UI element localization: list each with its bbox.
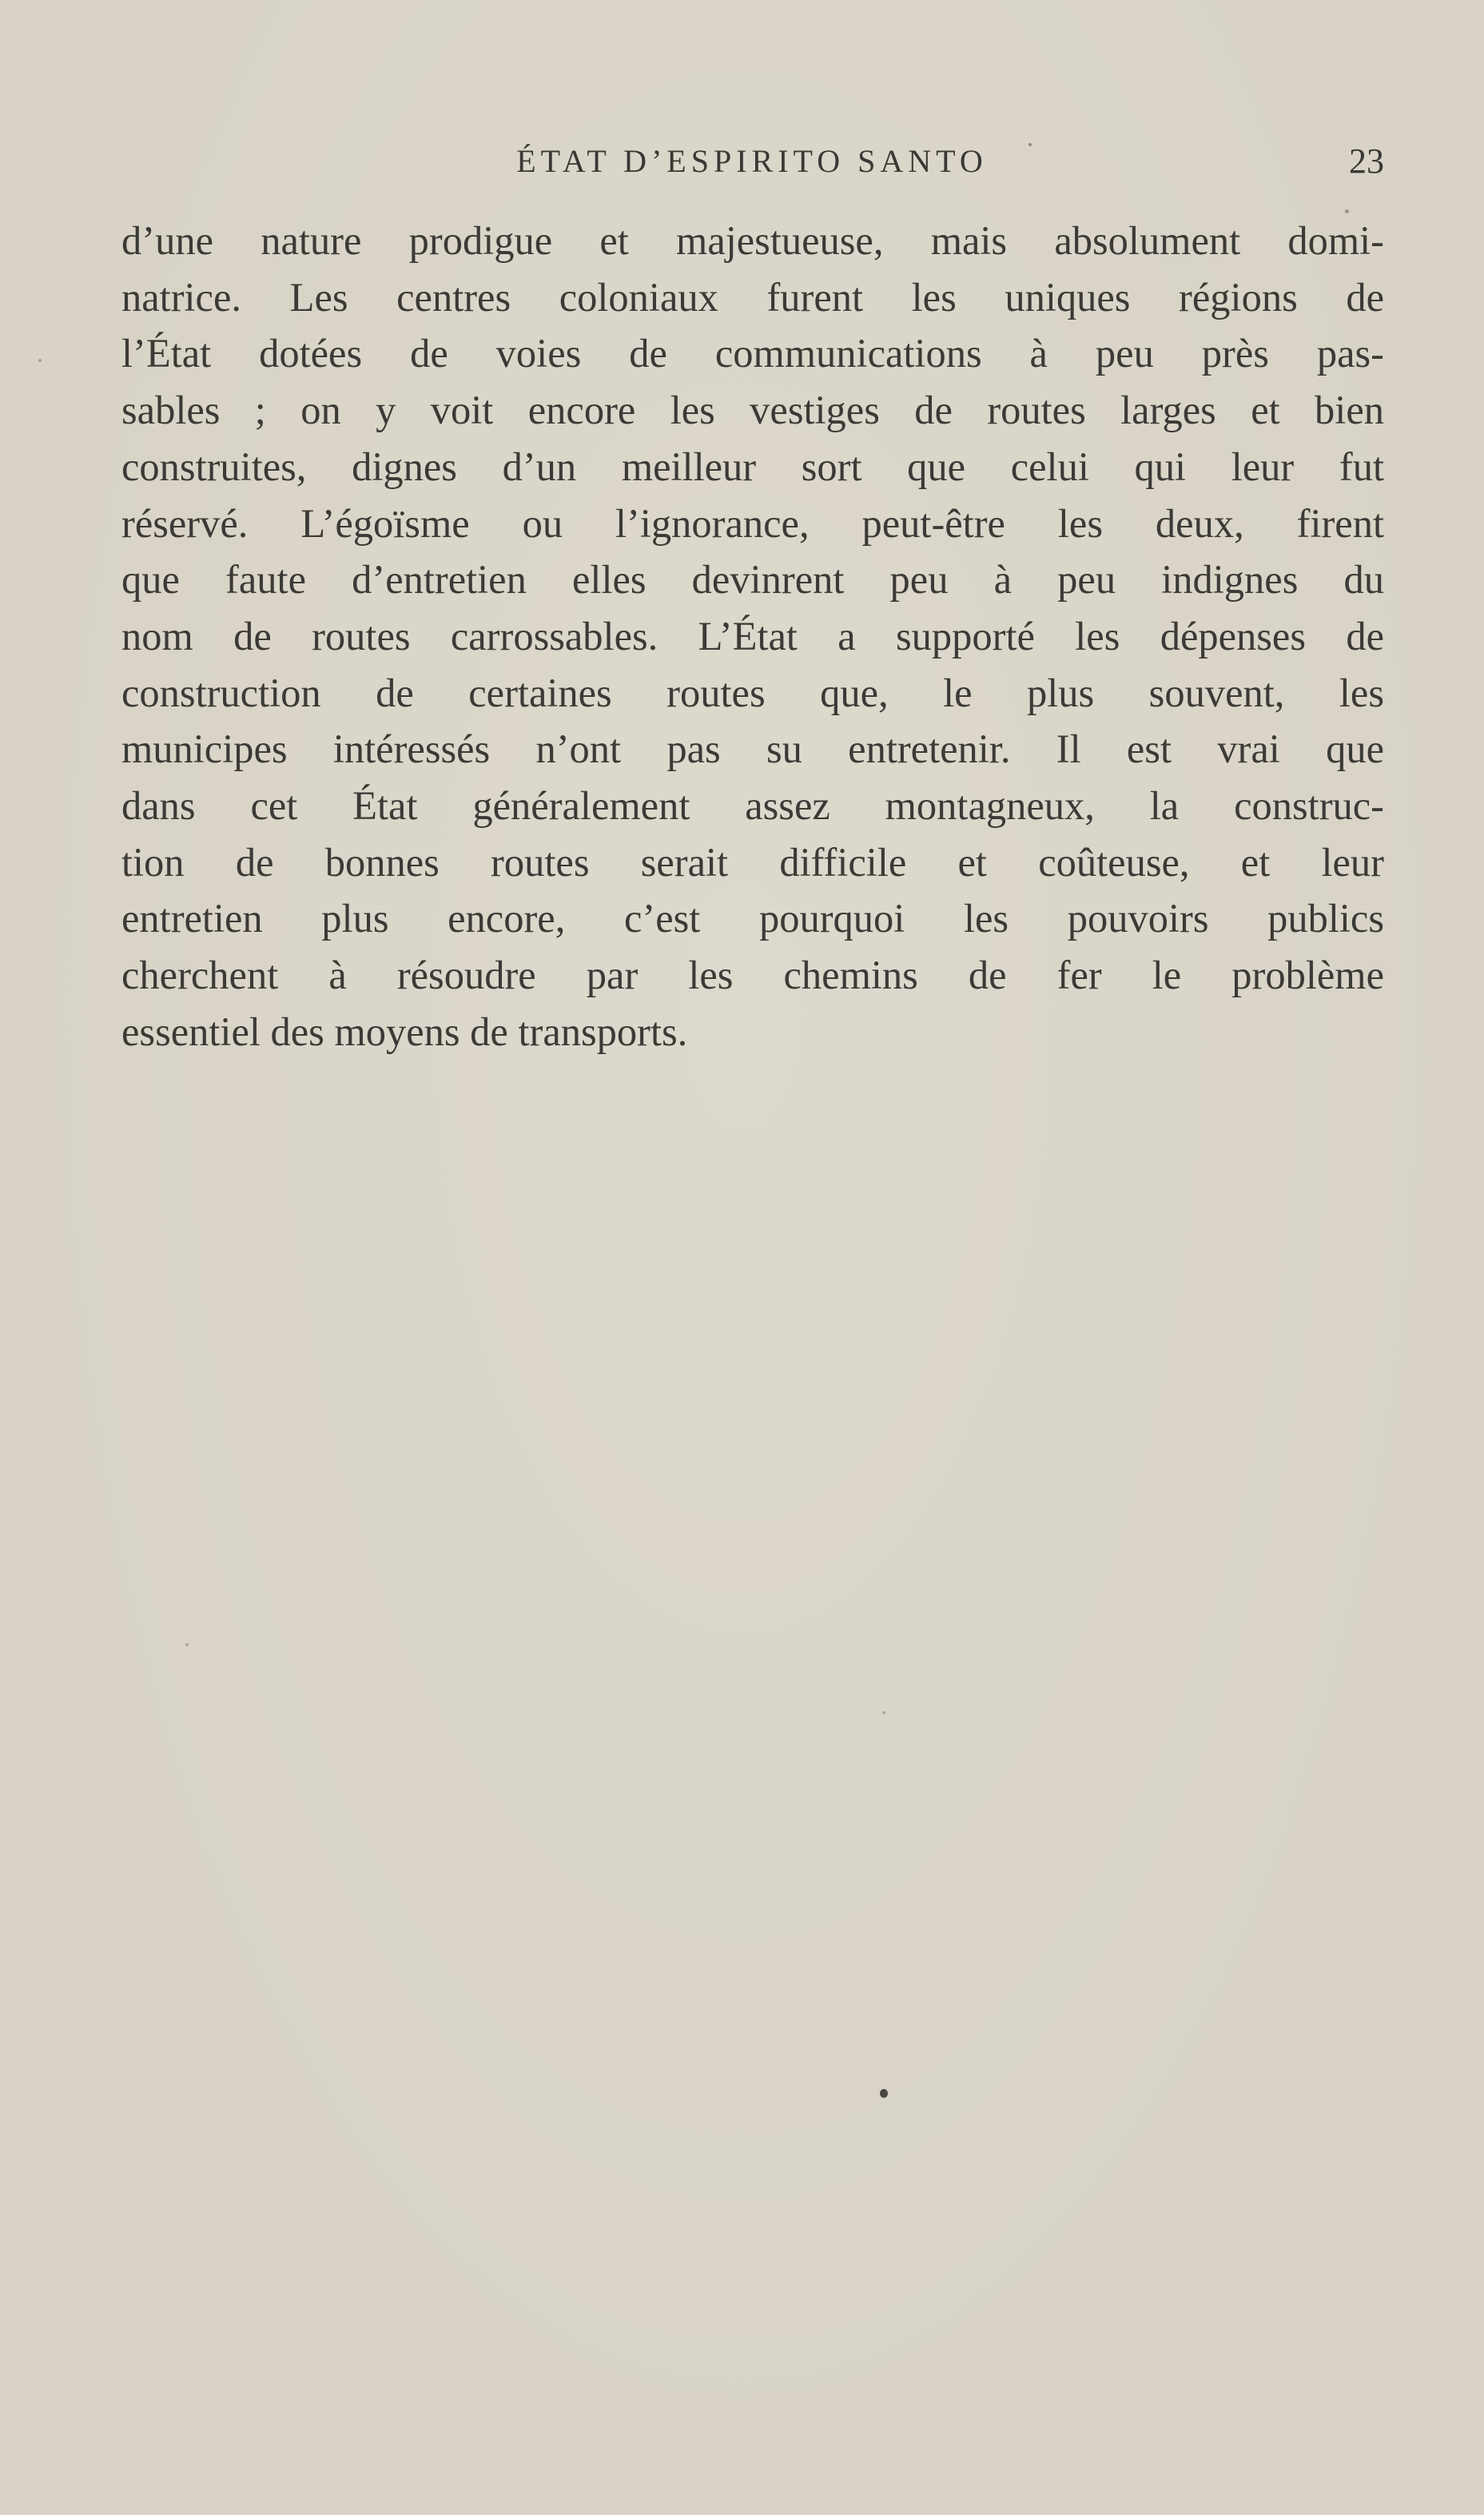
paper-speck (882, 1711, 885, 1714)
body-paragraph (121, 213, 1384, 1061)
running-title: ÉTAT D’ESPIRITO SANTO (516, 143, 988, 179)
text-line: entretien plus encore, c’est pourquoi les pouvoirs publics (121, 896, 1384, 941)
paper-speck (38, 359, 42, 362)
text-line: nom de routes carrossables. L’État a supporté les dépenses de (121, 613, 1384, 659)
text-line: cherchent à résoudre par les chemins de fer le problème (121, 953, 1384, 998)
text-line: municipes intéressés n’ont pas su entretenir. Il est vrai que (121, 726, 1384, 772)
text-line: sables ; on y voit encore les vestiges de routes larges et bien (121, 388, 1384, 433)
text-line: dans cet État généralement assez montagneux, la construc- (121, 783, 1384, 829)
paper-speck (1345, 209, 1349, 213)
paper-speck (880, 2089, 888, 2098)
text-line: d’une nature prodigue et majestueuse, mais absolument domi- (121, 218, 1384, 263)
text-line: l’État dotées de voies de communications à peu près pas- (121, 331, 1384, 376)
paper-speck (1028, 143, 1032, 146)
text-line: essentiel des moyens de transports. (121, 1009, 688, 1054)
page-number: 23 (1349, 141, 1384, 181)
paper-speck (185, 1643, 189, 1646)
text-line: construction de certaines routes que, le plus souvent, les (121, 670, 1384, 715)
text-line: construites, dignes d’un meilleur sort que celui qui leur fut (121, 444, 1384, 489)
text-line: réservé. L’égoïsme ou l’ignorance, peut-être les deux, firent (121, 500, 1384, 546)
running-head (120, 137, 1384, 185)
text-line: que faute d’entretien elles devinrent peu à peu indignes du (121, 557, 1384, 603)
text-line: tion de bonnes routes serait difficile et coûteuse, et leur (121, 839, 1384, 885)
text-line: natrice. Les centres coloniaux furent les uniques régions de (121, 274, 1384, 320)
